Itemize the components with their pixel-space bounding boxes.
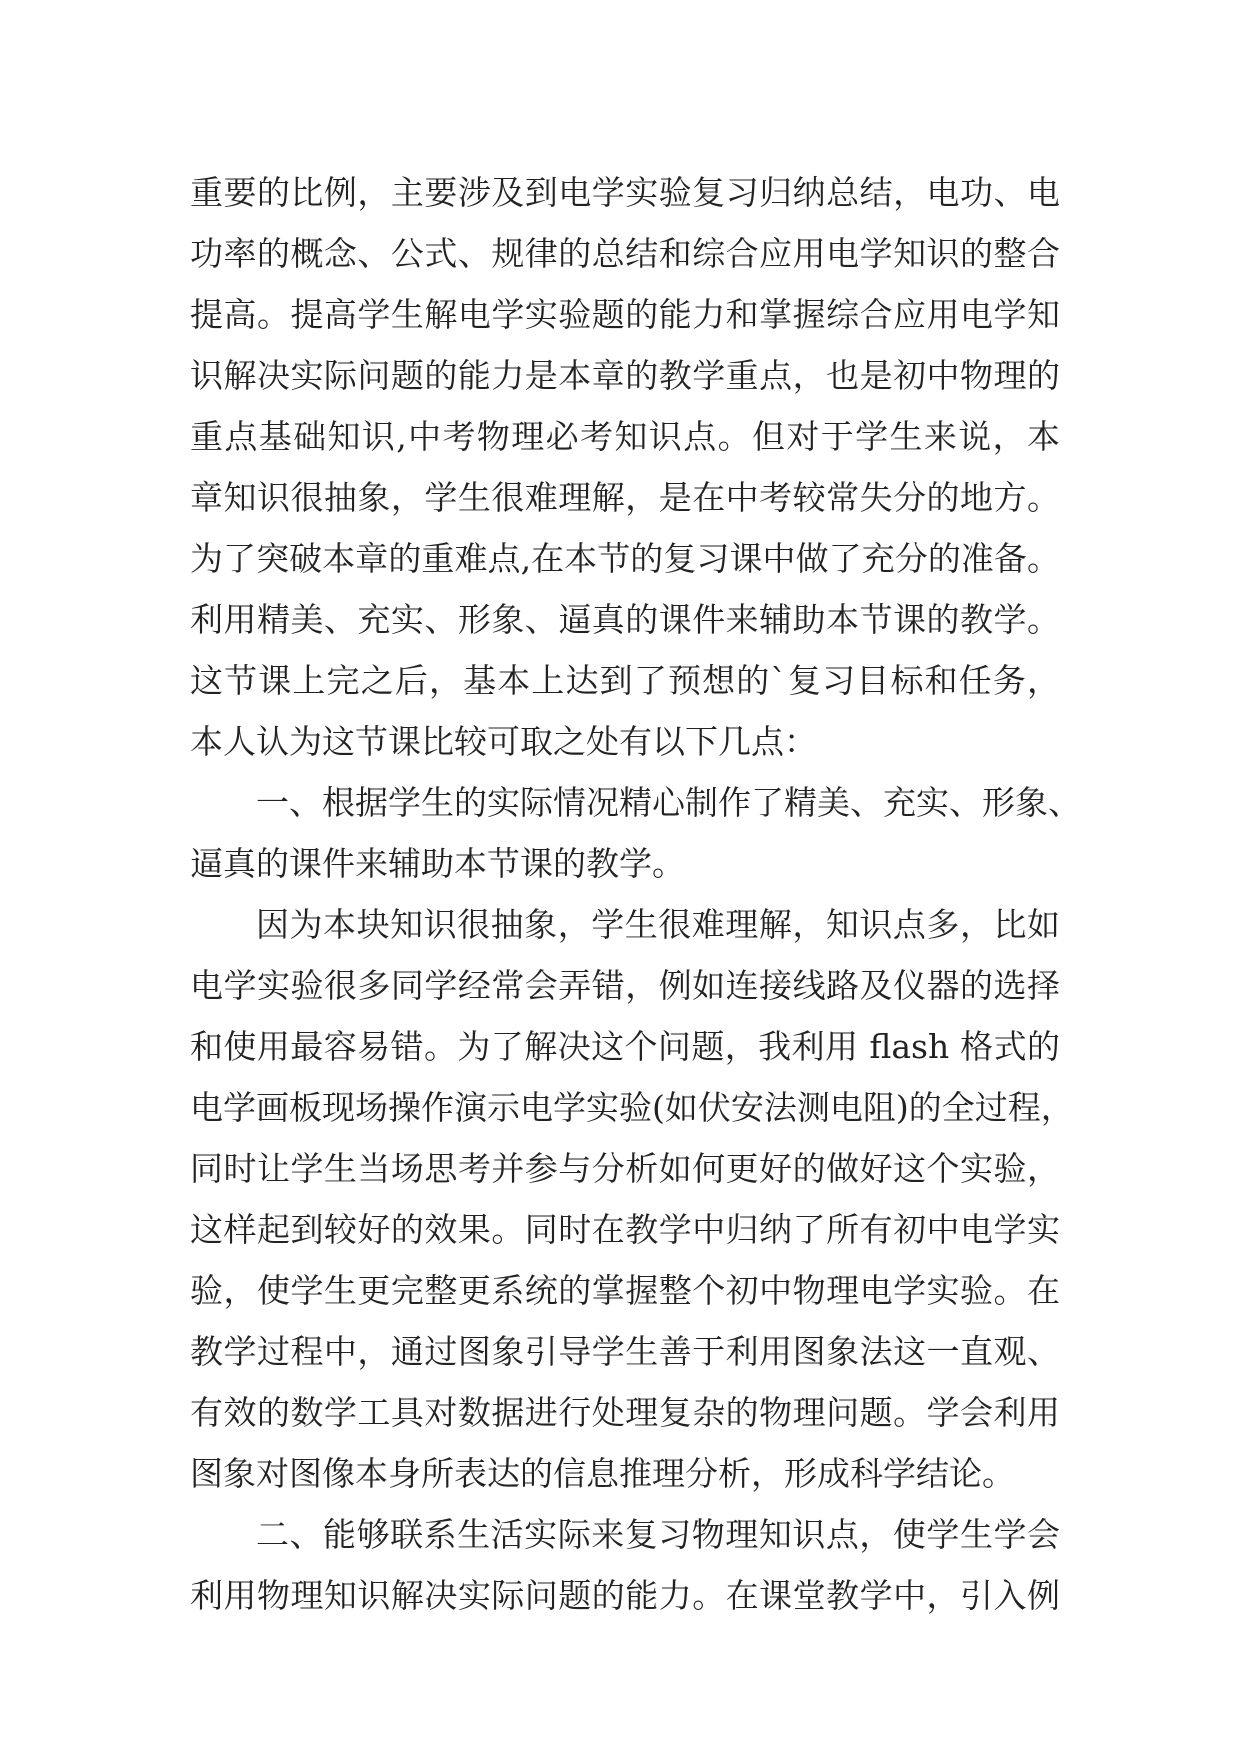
text-line: 利用精美、充实、形象、逼真的课件来辅助本节课的教学。 bbox=[190, 600, 1060, 639]
text-line: 这节课上完之后，基本上达到了预想的`复习目标和任务， bbox=[190, 661, 1060, 700]
text-line: 图象对图像本身所表达的信息推理分析，形成科学结论。 bbox=[190, 1454, 1015, 1493]
text-line: 提高。提高学生解电学实验题的能力和掌握综合应用电学知 bbox=[190, 295, 1060, 334]
text-line: 重点基础知识,中考物理必考知识点。但对于学生来说，本 bbox=[190, 417, 1060, 456]
text-line: 电学实验很多同学经常会弄错，例如连接线路及仪器的选择 bbox=[190, 966, 1060, 1005]
text-line: 章知识很抽象，学生很难理解，是在中考较常失分的地方。 bbox=[190, 478, 1060, 517]
text-line: 电学画板现场操作演示电学实验(如伏安法测电阻)的全过程， bbox=[190, 1088, 1074, 1127]
text-line: 有效的数学工具对数据进行处理复杂的物理问题。学会利用 bbox=[190, 1393, 1060, 1432]
text-line: 识解决实际问题的能力是本章的教学重点，也是初中物理的 bbox=[190, 356, 1060, 395]
text-line: 教学过程中，通过图象引导学生善于利用图象法这一直观、 bbox=[190, 1332, 1060, 1371]
text-line: 同时让学生当场思考并参与分析如何更好的做好这个实验， bbox=[190, 1149, 1060, 1188]
text-line: 和使用最容易错。为了解决这个问题，我利用 flash 格式的 bbox=[190, 1027, 1060, 1066]
section-heading-2: 二、能够联系生活实际来复习物理知识点，使学生学会 bbox=[256, 1515, 1060, 1554]
body-text bbox=[190, 162, 1081, 1626]
text-line: 验，使学生更完整更系统的掌握整个初中物理电学实验。在 bbox=[190, 1271, 1060, 1310]
paragraph-start: 因为本块知识很抽象，学生很难理解，知识点多，比如 bbox=[256, 905, 1060, 944]
text-line: 利用物理知识解决实际问题的能力。在课堂教学中，引入例 bbox=[190, 1576, 1060, 1615]
text-line: 这样起到较好的效果。同时在教学中归纳了所有初中电学实 bbox=[190, 1210, 1060, 1249]
section-heading-1: 一、根据学生的实际情况精心制作了精美、充实、形象、 bbox=[256, 783, 1081, 822]
text-line: 为了突破本章的重难点,在本节的复习课中做了充分的准备。 bbox=[190, 539, 1060, 578]
text-line: 功率的概念、公式、规律的总结和综合应用电学知识的整合 bbox=[190, 234, 1060, 273]
text-line: 逼真的课件来辅助本节课的教学。 bbox=[190, 844, 685, 883]
text-line: 重要的比例，主要涉及到电学实验复习归纳总结，电功、电 bbox=[190, 173, 1060, 212]
text-line: 本人认为这节课比较可取之处有以下几点： bbox=[190, 722, 817, 761]
